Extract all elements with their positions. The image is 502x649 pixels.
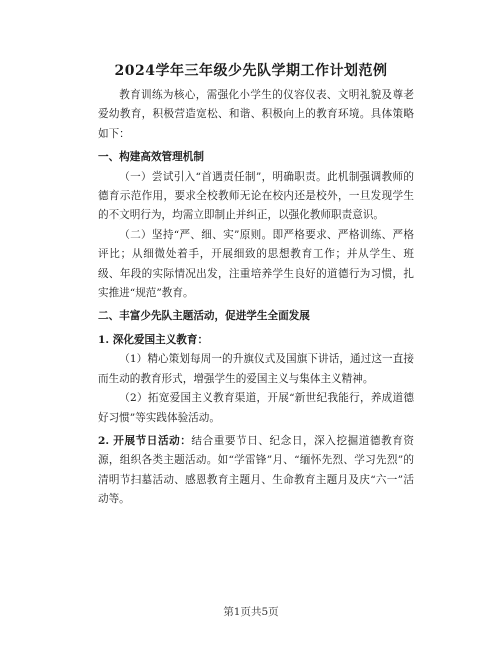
document-body [98, 86, 414, 510]
section-2-heading: 二、丰富少先队主题活动，促进学生全面发展 [98, 310, 310, 323]
subsection-2-paragraph [98, 432, 414, 510]
page-number-footer: 第1页共5页 [223, 606, 279, 618]
subsection-1-heading: 1. 深化爱国主义教育： [98, 333, 209, 346]
subsection-2-text: 结合重要节日、纪念日，深入挖掘道德教育资源，组织各类主题活动。如“学雷锋”月、“缅怀先烈、学习先烈”的清明节扫墓活动、感恩教育主题月、生命教育主题月及庆“六一”活动等。 [98, 434, 415, 506]
section-1-paragraph-2: （二）坚持“严、细、实”原则。即严格要求、严格训练、严格评比；从细微处着手，开展细致的思想教育工作；并从学生、班级、年段的实际情况出发，注重培养学生良好的道德行为习惯，扎实推进“规范”教育。 [98, 228, 414, 300]
document-title: 2024学年三年级少先队学期工作计划范例 [114, 63, 388, 79]
subsection-1-paragraph-2: （2）拓宽爱国主义教育渠道，开展“新世纪我能行，养成道德好习惯”等实践体验活动。 [98, 392, 414, 424]
subsection-2-heading: 2. 开展节日活动： [98, 434, 192, 447]
section-1-heading: 一、构建高效管理机制 [98, 151, 204, 164]
subsection-1-paragraph-1: （1）精心策划每周一的升旗仪式及国旗下讲话，通过这一直接而生动的教育形式，增强学生的爱国主义与集体主义精神。 [98, 353, 414, 385]
section-1-paragraph-1: （一）尝试引入“首遇责任制”，明确职责。此机制强调教师的德育示范作用，要求全校教师无论在校内还是校外，一旦发现学生的不文明行为，均需立即制止并纠正，以强化教师职责意识。 [98, 170, 414, 222]
intro-paragraph: 教育训练为核心，需强化小学生的仪容仪表、文明礼貌及尊老爱幼教育，积极营造宽松、和谐、积极向上的教育环境。具体策略如下： [98, 89, 414, 140]
